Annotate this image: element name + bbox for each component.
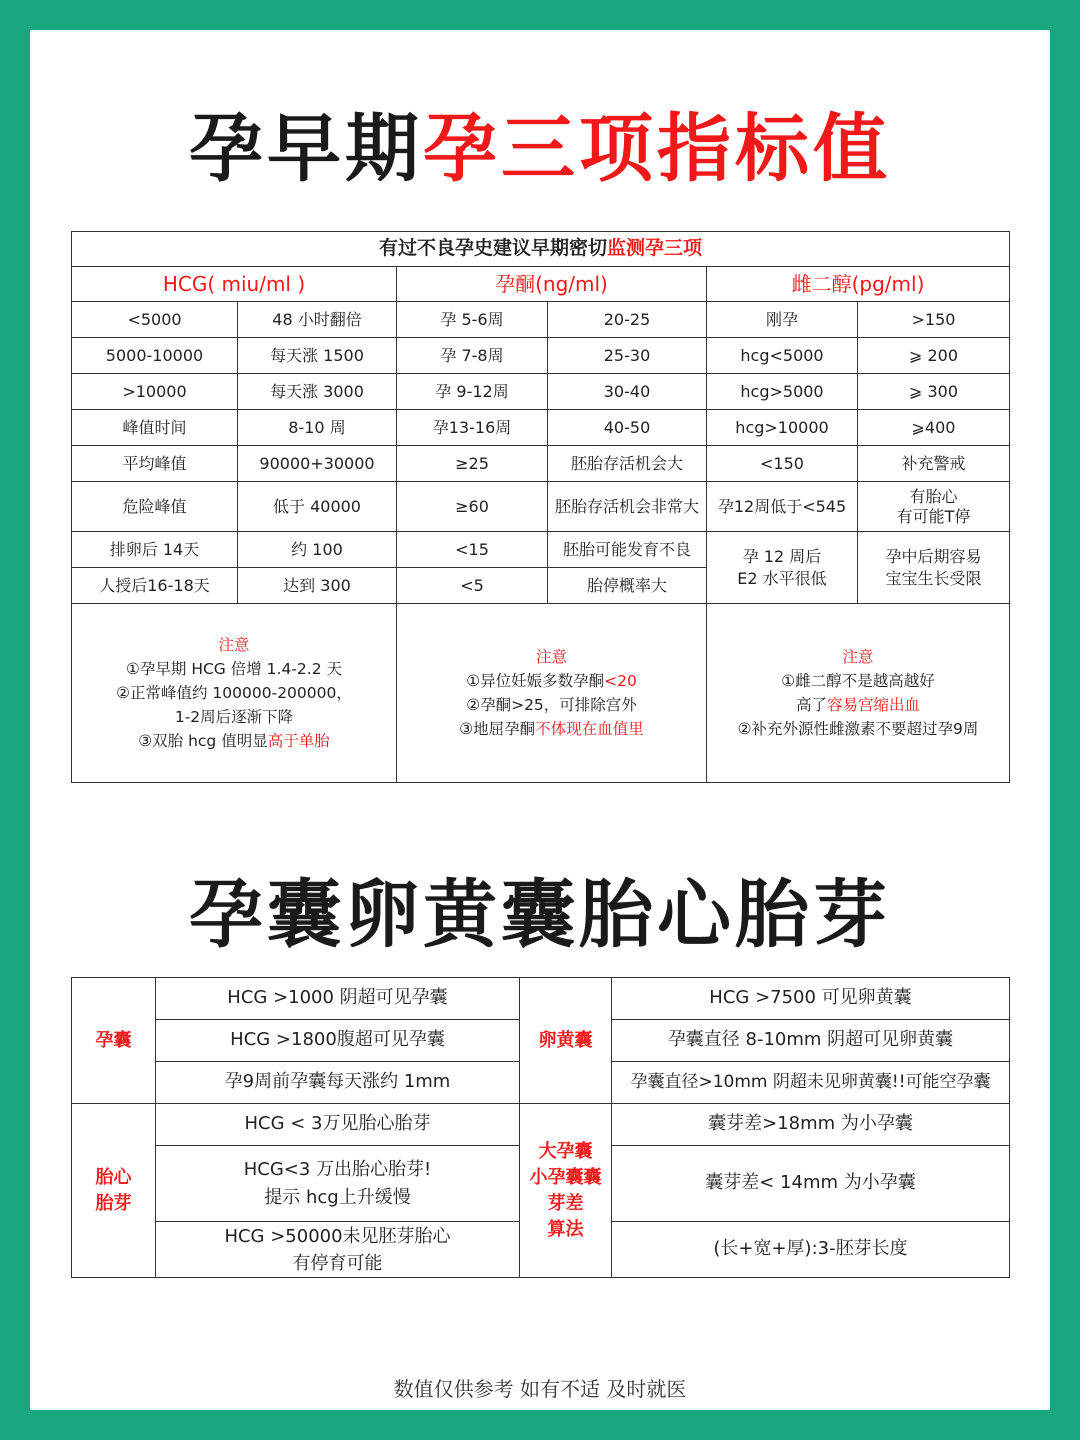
table-cell: 孕9周前孕囊每天涨约 1mm (156, 1062, 520, 1104)
table-row (72, 338, 1010, 374)
table-cell: <15 (397, 532, 548, 568)
title-hormones (30, 106, 1050, 192)
table-cell: ≥60 (397, 482, 548, 532)
label-algorithm: 大孕囊 小孕囊囊 芽差 算法 (520, 1104, 612, 1278)
table-cell: HCG < 3万见胎心胎芽 (156, 1104, 520, 1146)
table-cell: >150 (858, 302, 1010, 338)
table-cell: 孕 7-8周 (397, 338, 548, 374)
hormone-table-header: 有过不良孕史建议早期密切监测孕三项 (72, 232, 1010, 267)
note-progesterone: 注意 ①异位妊娠多数孕酮<20 ②孕酮>25，可排除宫外 ③地屈孕酮不体现在血值里 (397, 604, 707, 783)
table-cell: (长+宽+厚):3-胚芽长度 (612, 1222, 1010, 1278)
footer-disclaimer: 数值仅供参考 如有不适 及时就医 (393, 1377, 687, 1401)
table-cell: HCG >7500 可见卵黄囊 (612, 978, 1010, 1020)
table-cell: 孕 9-12周 (397, 374, 548, 410)
table-cell: 排卵后 14天 (72, 532, 238, 568)
table-row (72, 374, 1010, 410)
table-cell: 40-50 (548, 410, 707, 446)
table-cell: 胚胎可能发育不良 (548, 532, 707, 568)
table-cell: ≥25 (397, 446, 548, 482)
table-cell: 峰值时间 (72, 410, 238, 446)
sheet (30, 30, 1050, 1410)
table-cell: 平均峰值 (72, 446, 238, 482)
label-sac: 孕囊 (72, 978, 156, 1104)
table-cell: 孕13-16周 (397, 410, 548, 446)
table-cell: 孕囊直径>10mm 阴超未见卵黄囊!!可能空孕囊 (612, 1062, 1010, 1104)
table-cell: <5000 (72, 302, 238, 338)
table-cell: 胚胎存活机会非常大 (548, 482, 707, 532)
table-cell: 孕 12 周后 E2 水平很低 (707, 532, 858, 604)
title-hormones-black: 孕早期 (189, 106, 423, 192)
table-cell: >10000 (72, 374, 238, 410)
table-cell: 胚胎存活机会大 (548, 446, 707, 482)
table-cell: 有胎心 有可能T停 (858, 482, 1010, 532)
table-row (72, 532, 1010, 568)
note-hcg: 注意 ①孕早期 HCG 倍增 1.4-2.2 天 ②正常峰值约 100000-200000， 1-2周后逐渐下降 ③双胎 hcg 值明显高于单胎 (72, 604, 397, 783)
table-row (72, 446, 1010, 482)
table-cell: 8-10 周 (238, 410, 397, 446)
table-cell: 孕 5-6周 (397, 302, 548, 338)
table-row (72, 482, 1010, 532)
table-cell: 约 100 (238, 532, 397, 568)
title-hormones-red: 孕三项指标值 (423, 106, 891, 192)
note-estradiol: 注意 ①雌二醇不是越高越好 高了容易宫缩出血 ②补充外源性雌激素不要超过孕9周 (707, 604, 1010, 783)
table-cell: ⩾ 300 (858, 374, 1010, 410)
table-cell: 孕囊直径 8-10mm 阴超可见卵黄囊 (612, 1020, 1010, 1062)
table-cell: 囊芽差< 14mm 为小孕囊 (612, 1146, 1010, 1222)
title-sac: 孕囊卵黄囊胎心胎芽 (189, 872, 891, 958)
table-cell: 每天涨 1500 (238, 338, 397, 374)
table-cell: hcg>10000 (707, 410, 858, 446)
label-yolk: 卵黄囊 (520, 978, 612, 1104)
table-cell: <150 (707, 446, 858, 482)
table-cell: 25-30 (548, 338, 707, 374)
table-cell: 48 小时翻倍 (238, 302, 397, 338)
table-cell: 20-25 (548, 302, 707, 338)
table-cell: 低于 40000 (238, 482, 397, 532)
table-cell: 刚孕 (707, 302, 858, 338)
col-header-hcg: HCG( miu/ml ) (72, 267, 397, 302)
col-header-progesterone: 孕酮(ng/ml) (397, 267, 707, 302)
label-heart: 胎心 胎芽 (72, 1104, 156, 1278)
table-cell: 胎停概率大 (548, 568, 707, 604)
table-cell: 90000+30000 (238, 446, 397, 482)
col-header-estradiol: 雌二醇(pg/ml) (707, 267, 1010, 302)
table-cell: HCG >1000 阴超可见孕囊 (156, 978, 520, 1020)
hormone-table (71, 231, 1010, 783)
table-cell: hcg<5000 (707, 338, 858, 374)
table-cell: ⩾400 (858, 410, 1010, 446)
table-cell: hcg>5000 (707, 374, 858, 410)
table-cell: ⩾ 200 (858, 338, 1010, 374)
sac-table (71, 977, 1010, 1278)
table-cell: HCG >50000未见胚芽胎心 有停育可能 (156, 1222, 520, 1278)
table-cell: HCG<3 万出胎心胎芽! 提示 hcg上升缓慢 (156, 1146, 520, 1222)
table-cell: 囊芽差>18mm 为小孕囊 (612, 1104, 1010, 1146)
table-cell: 达到 300 (238, 568, 397, 604)
table-cell: 孕12周低于<545 (707, 482, 858, 532)
table-row (72, 302, 1010, 338)
table-cell: 人授后16-18天 (72, 568, 238, 604)
table-cell: <5 (397, 568, 548, 604)
table-cell: 每天涨 3000 (238, 374, 397, 410)
table-cell: 孕中后期容易 宝宝生长受限 (858, 532, 1010, 604)
table-cell: HCG >1800腹超可见孕囊 (156, 1020, 520, 1062)
table-cell: 5000-10000 (72, 338, 238, 374)
table-cell: 补充警戒 (858, 446, 1010, 482)
table-cell: 30-40 (548, 374, 707, 410)
table-cell: 危险峰值 (72, 482, 238, 532)
table-row (72, 410, 1010, 446)
